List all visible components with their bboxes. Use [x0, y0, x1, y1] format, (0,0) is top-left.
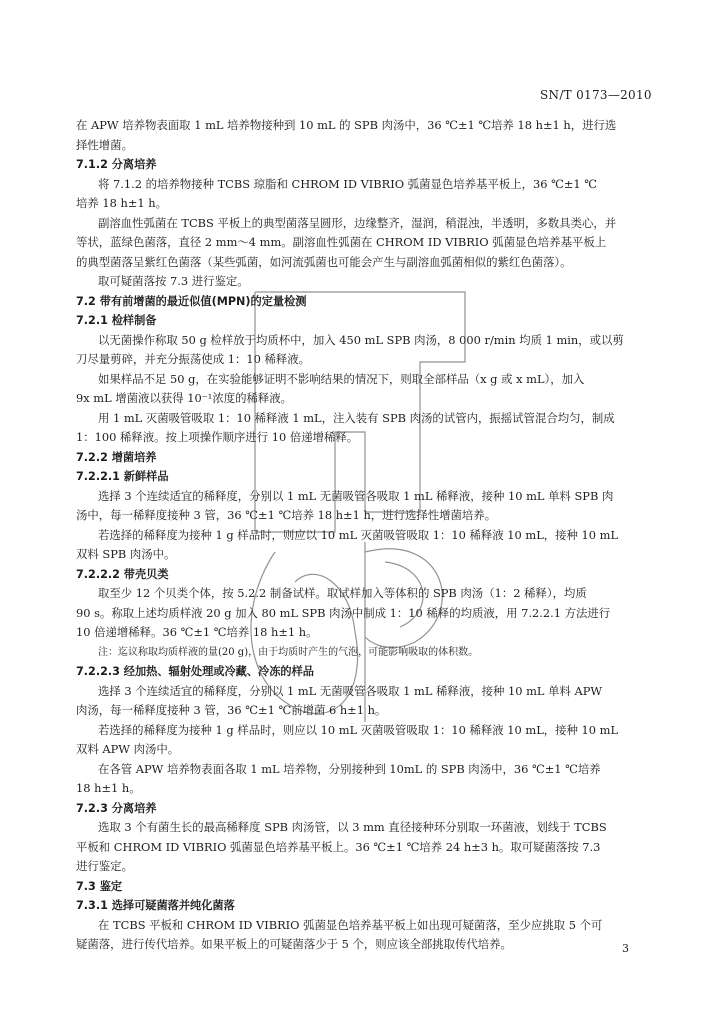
text-line: 9x mL 增菌液以获得 10⁻¹浓度的稀释液。 [76, 391, 293, 405]
section-heading: 7.2.3 分离培养 [76, 801, 157, 815]
text-line: 刀尽量剪碎，并充分振荡使成 1：10 稀释液。 [76, 352, 311, 366]
text-line: 平板和 CHROM ID VIBRIO 弧菌显色培养基平板上。36 ℃±1 ℃培养 24 h±3 h。取可疑菌落按 7.3 [76, 839, 601, 854]
text-line: 进行鉴定。 [76, 859, 133, 873]
section-heading: 7.2.2 增菌培养 [76, 450, 157, 464]
text-line: 选择 3 个连续适宜的稀释度，分别以 1 mL 无菌吸管各吸取 1 mL 稀释液，接种 10 mL 单料 APW [98, 683, 603, 698]
text-line: 肉汤，每一稀释度接种 3 管，36 ℃±1 ℃前增菌 6 h±1 h。 [76, 703, 387, 717]
text-line: 如果样品不足 50 g，在实验能够证明不影响结果的情况下，则取全部样品（x g 或 x mL），加入 [98, 371, 585, 386]
text-line: 双料 APW 肉汤中。 [76, 742, 180, 756]
text-line: 在各管 APW 培养物表面各取 1 mL 培养物，分别接种到 10mL 的 SPB 肉汤中，36 ℃±1 ℃培养 [98, 761, 601, 776]
text-line: 在 TCBS 平板和 CHROM ID VIBRIO 弧菌显色培养基平板上如出现可疑菌落，至少应挑取 5 个可 [98, 917, 603, 932]
text-line: 培养 18 h±1 h。 [76, 196, 167, 210]
text-line: 疑菌落，进行传代培养。如果平板上的可疑菌落少于 5 个，则应该全部挑取传代培养。 [76, 937, 512, 951]
section-heading: 7.2.2.1 新鲜样品 [76, 470, 169, 483]
text-line: 用 1 mL 灭菌吸管吸取 1：10 稀释液 1 mL，注入装有 SPB 肉汤的试管内，振摇试管混合均匀，制成 [98, 410, 615, 425]
text-line: 汤中，每一稀释度接种 3 管，36 ℃±1 ℃培养 18 h±1 h，进行选择性增菌培养。 [76, 508, 497, 522]
text-line: 90 s。称取上述均质样液 20 g 加入 80 mL SPB 肉汤中制成 1：10 稀释的均质液，用 7.2.2.1 方法进行 [76, 605, 611, 620]
section-heading: 7.2.2.3 经加热、辐射处理或冷藏、冷冻的样品 [76, 665, 314, 678]
section-heading: 7.3.1 选择可疑菌落并纯化菌落 [76, 899, 235, 912]
text-line: 在 APW 培养物表面取 1 mL 培养物接种到 10 mL 的 SPB 肉汤中，36 ℃±1 ℃培养 18 h±1 h，进行选 [76, 118, 617, 132]
note-line: 注：迄议称取均质样液的量(20 g)，由于均质时产生的气泡，可能影响吸取的体积数。 [98, 646, 479, 658]
text-line: 以无菌操作称取 50 g 检样放于均质杯中，加入 450 mL SPB 肉汤，8 000 r/min 均质 1 min，或以剪 [98, 332, 624, 347]
text-line: 18 h±1 h。 [76, 781, 141, 795]
text-line: 1：100 稀释液。按上项操作顺序进行 10 倍递增稀释。 [76, 430, 359, 444]
text-line: 双料 SPB 肉汤中。 [76, 547, 176, 561]
text-line: 副溶血性弧菌在 TCBS 平板上的典型菌落呈圆形，边缘整齐，湿润，稍混浊，半透明，多数具类心，并 [98, 215, 617, 230]
section-heading: 7.2.2.2 带壳贝类 [76, 567, 169, 581]
text-line: 的典型菌落呈紫红色菌落（某些弧菌，如河流弧菌也可能会产生与副溶血弧菌相似的紫红色菌落）。 [76, 254, 572, 269]
page-number: 3 [622, 942, 629, 955]
standard-code: SN/T 0173—2010 [540, 88, 652, 102]
text-line: 若选择的稀释度为接种 1 g 样品时，则应以 10 mL 灭菌吸管吸取 1：10 稀释液 10 mL，接种 10 mL [98, 527, 619, 542]
text-line: 择性增菌。 [76, 137, 133, 152]
text-line: 10 倍递增稀释。36 ℃±1 ℃培养 18 h±1 h。 [76, 625, 318, 639]
section-heading: 7.2 带有前增菌的最近似值(MPN)的定量检测 [76, 294, 307, 308]
text-line: 选择 3 个连续适宜的稀释度，分别以 1 mL 无菌吸管各吸取 1 mL 稀释液，接种 10 mL 单料 SPB 肉 [98, 488, 614, 503]
text-line: 将 7.1.2 的培养物接种 TCBS 琼脂和 CHROM ID VIBRIO 弧菌显色培养基平板上，36 ℃±1 ℃ [98, 176, 598, 191]
section-heading: 7.2.1 检样制备 [76, 314, 157, 327]
section-heading: 7.1.2 分离培养 [76, 158, 157, 171]
text-line: 等状，蓝绿色菌落，直径 2 mm～4 mm。副溶血性弧菌在 CHROM ID VIBRIO 弧菌显色培养基平板上 [76, 235, 607, 249]
text-line: 若选择的稀释度为接种 1 g 样品时，则应以 10 mL 灭菌吸管吸取 1：10 稀释液 10 mL，接种 10 mL [98, 722, 619, 737]
text-line: 选取 3 个有菌生长的最高稀释度 SPB 肉汤管，以 3 mm 直径接种环分别取一环菌液，划线于 TCBS [98, 820, 607, 834]
section-heading: 7.3 鉴定 [76, 879, 123, 893]
text-line: 取至少 12 个贝类个体，按 5.2.2 制备试样。取试样加入等体积的 SPB 肉汤（1：2 稀释），均质 [98, 586, 587, 600]
text-line: 取可疑菌落按 7.3 进行鉴定。 [98, 274, 249, 288]
